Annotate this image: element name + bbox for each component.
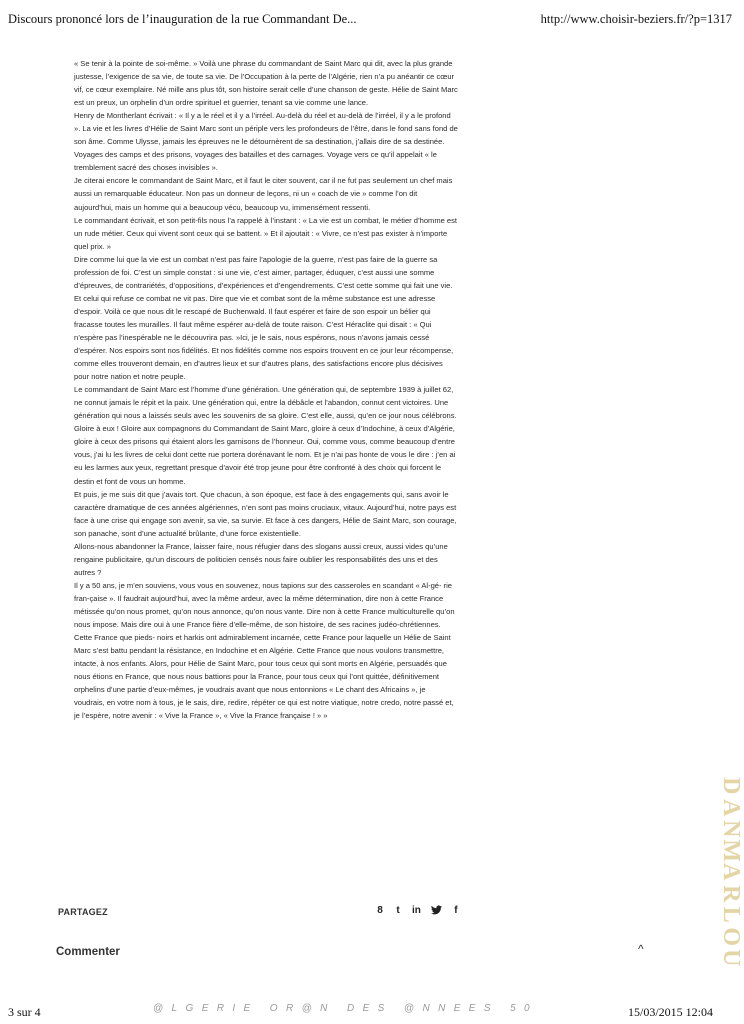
social-share-bar	[376, 905, 460, 918]
watermark-letter: D	[717, 777, 744, 795]
article-paragraph: Le commandant écrivait, et son petit-fils nous l’a rappelé à l’instant : « La vie est un combat, le métier d’homme est un rude métier. Ceux qui vivent sont ceux qui se battent. » Et il ajoutait : « Vivre, ce n’est pas exister à n’importe quel prix. »	[74, 215, 457, 251]
article-paragraph: Allons-nous abandonner la France, laisser faire, nous réfugier dans des slogans aussi creux, aussi vides qu’une rengaine publicitaire, qu’un discours de politicien censés nous faire oublier les responsabilités des uns et des autres ?	[74, 541, 448, 577]
share-label: PARTAGEZ	[58, 907, 108, 917]
watermark-letter: A	[717, 863, 744, 881]
article-paragraph: Et puis, je me suis dit que j’avais tort. Que chacun, à son époque, est face à des engagements qui, sans avoir le caractère dramatique de ces années algériennes, n’en sont pas moins cruciaux, vitaux. Aujourd’hui, notre pays est face à une crise qui engage son avenir, sa vie, sa survie. Et face à ces dangers, Hélie de Saint Marc, son courage, son panache, sont d’une actualité brûlante, d’une force existentielle.	[74, 489, 457, 538]
watermark-letter: N	[717, 820, 744, 838]
comment-heading[interactable]: Commenter	[56, 946, 120, 958]
watermark-letter: M	[717, 838, 744, 862]
linkedin-icon[interactable]: in	[412, 905, 421, 916]
page-number: 3 sur 4	[8, 1005, 41, 1019]
watermark-letter: L	[717, 906, 744, 923]
chevron-up-icon[interactable]: ^	[638, 942, 644, 956]
watermark-letter: O	[717, 926, 744, 946]
twitter-icon[interactable]	[431, 905, 442, 918]
article-paragraph: Dire comme lui que la vie est un combat n’est pas faire l’apologie de la guerre, n’est pas faire de la guerre sa profession de foi. C’est un simple constat : si une vie, c’est aimer, partager, éduquer, c’est aussi une somme d’épreuves, de contrariétés, d’oppositions, d’expériences et d’engendrements. C’est cette somme qui fait une vie. Et celui qui refuse ce combat ne vit pas. Dire que vie et combat sont de la même substance est une adresse d’espoir. Voilà ce que nous dit le rescapé de Buchenwald. Il faut espérer et faire de son espoir un bélier qui fracasse toutes les murailles. Il faut même espérer au-delà de toute raison. C’est Héraclite qui disait : « Qui n’espère pas l’inespérable ne le découvrira pas. »Ici, je le sais, nous espérons, nous n’avons jamais cessé d’espérer. Nos espoirs sont nos fidélités. Et nos fidélités comme nos espoirs trouvent en ce jour leur récompense, comme elles trouveront demain, en d’autres lieux et sur d’autres plans, des satisfactions encore plus décisives pour notre nation et notre peuple.	[74, 254, 454, 382]
article-paragraph: Henry de Montherlant écrivait : « Il y a le réel et il y a l’irréel. Au-delà du réel et au-delà de l’irréel, il y a le profond ». La vie et les livres d’Hélie de Saint Marc sont un périple vers les profondeurs de l’être, dans le fond sans fond de son âme. Comme Ulysse, jamais les épreuves ne le détournèrent de sa destination, j’allais dire de sa destinée. Voyages des camps et des prisons, voyages des batailles et des carnages. Voyage vers ce qu’il appelait « le tremblement sacré des choses invisibles ».	[74, 111, 458, 173]
article-paragraph: Le commandant de Saint Marc est l’homme d’une génération. Une génération qui, de septembre 1939 à juillet 62, ne connut jamais le répit et la paix. Une génération qui, entre la débâcle et l’abandon, connut cent victoires. Une génération qui nous a laissés seuls avec les souvenirs de sa gloire. C’est elle, aussi, qu’en ce jour nous célébrons. Gloire à eux ! Gloire aux compagnons du Commandant de Saint Marc, gloire à ceux d’Indochine, à ceux d’Algérie, gloire à ceux des prisons qui étaient alors les garnisons de l’honneur. Oui, comme vous, comme beaucoup d’entre vous, j’ai lu les livres de celui dont cette rue portera dorénavant le nom. Et je n’ai pas honte de vous le dire : j’en ai eu les larmes aux yeux, regrettant presque d’avoir été trop jeune pour être confronté à des choix qui forcent le destin et font de vous un homme.	[74, 385, 457, 486]
page-url[interactable]: http://www.choisir-beziers.fr/?p=1317	[540, 12, 732, 26]
article-paragraph: Je citerai encore le commandant de Saint Marc, et il faut le citer souvent, car il ne fut pas seulement un chef mais aussi un remarquable éducateur. Non pas un donneur de leçons, ni un « coach de vie » comme l’on dit aujourd’hui, mais un homme qui a beaucoup vécu, beaucoup vu, immensément ressenti.	[74, 176, 453, 212]
page-title: Discours prononcé lors de l’inauguration de la rue Commandant De...	[8, 12, 357, 26]
footer-decoration: @LGERIE OR@N DES @NNEES 50	[153, 1003, 539, 1014]
watermark-letter: R	[717, 884, 744, 902]
google-plus-icon[interactable]: 8	[377, 905, 383, 916]
watermark-stamp	[715, 775, 744, 969]
tumblr-icon[interactable]: t	[396, 905, 400, 916]
watermark-letter: U	[717, 949, 744, 967]
article-paragraph: « Se tenir à la pointe de soi-même. » Voilà une phrase du commandant de Saint Marc qui dit, avec la plus grande justesse, l’exigence de sa vie, de toute sa vie. De l’Occupation à la perte de l’Algérie, rien n’a pu anéantir ce cœur vif, ce cœur exemplaire. Né mille ans plus tôt, son histoire serait celle d’une chanson de geste. Hélie de Saint Marc est un preux, un orphelin d’un ordre spirituel et guerrier, tenant sa vie comme une lance.	[74, 59, 458, 108]
print-datetime: 15/03/2015 12:04	[628, 1005, 714, 1019]
article-body	[74, 57, 458, 722]
article-paragraph: Il y a 50 ans, je m’en souviens, vous vous en souvenez, nous tapions sur des casseroles en scandant « Al-gé- rie fran-çaise ». Il faudrait aujourd’hui, avec la même ardeur, avec la même détermination, dire non à cette France métissée qu’on nous promet, qu’on nous annonce, qu’on nous vante. Dire non à cette France multiculturelle qu’on nous impose. Mais dire oui à une France fière d’elle-même, de son histoire, de ses racines judéo-chrétiennes. Cette France que pieds- noirs et harkis ont admirablement incarnée, cette France pour laquelle un Hélie de Saint Marc s’est battu pendant la résistance, en Indochine et en Algérie. Cette France que nous voulons transmettre, intacte, à nos enfants. Alors, pour Hélie de Saint Marc, pour tous ceux qui sont morts en Algérie, persuadés que nous étions en France, que nous nous battions pour la France, pour tous ceux qui l’ont quittée, définitivement orphelins d’une partie d’eux-mêmes, je voudrais avant que nous entonnions « Le chant des Africains », je voudrais, en votre nom à tous, je le sais, dire, redire, répéter ce qui est notre viatique, notre credo, notre passé et, je l’espère, notre avenir : « Vive la France », « Vive la France française ! » »	[74, 580, 455, 721]
watermark-letter: A	[717, 798, 744, 816]
facebook-icon[interactable]: f	[454, 905, 458, 916]
